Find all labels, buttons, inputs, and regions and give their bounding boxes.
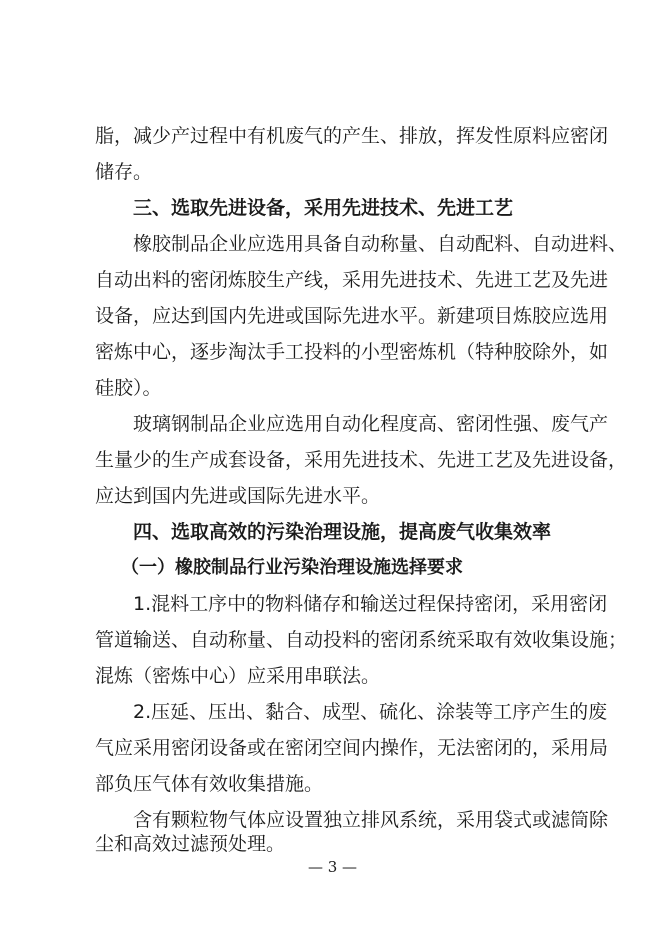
line-text: 管道输送、自动称量、自动投料的密闭系统采取有效收集设施； bbox=[95, 629, 628, 651]
subheading-text: （一）橡胶制品行业污染治理设施选择要求 bbox=[121, 557, 463, 578]
line-text: 1.混料工序中的物料储存和输送过程保持密闭，采用密闭 bbox=[133, 593, 608, 615]
paragraph-line bbox=[95, 268, 609, 292]
subsection-heading-1 bbox=[121, 556, 463, 580]
line-text: 混炼（密炼中心）应采用串联法。 bbox=[95, 665, 381, 687]
paragraph-line bbox=[95, 736, 609, 760]
line-text: 玻璃钢制品企业应选用自动化程度高、密闭性强、废气产 bbox=[133, 413, 609, 435]
line-text: 含有颗粒物气体应设置独立排风系统，采用袋式或滤筒除 bbox=[133, 809, 609, 831]
page-number: — 3 — bbox=[307, 858, 358, 876]
paragraph-line bbox=[95, 124, 609, 148]
line-text: 2.压延、压出、黏合、成型、硫化、涂装等工序产生的废 bbox=[133, 701, 608, 723]
paragraph-line bbox=[133, 592, 608, 616]
line-text: 脂，减少产过程中有机废气的产生、排放，挥发性原料应密闭 bbox=[95, 125, 609, 147]
paragraph-line bbox=[95, 340, 609, 364]
paragraph-line bbox=[95, 448, 628, 472]
line-text: 硅胶）。 bbox=[95, 377, 162, 399]
line-text: 橡胶制品企业应选用具备自动称量、自动配料、自动进料、 bbox=[133, 233, 628, 255]
paragraph-line bbox=[95, 376, 162, 400]
paragraph-line bbox=[133, 700, 608, 724]
section-heading-3 bbox=[133, 196, 513, 220]
paragraph-line bbox=[133, 412, 609, 436]
paragraph-line bbox=[95, 304, 609, 328]
line-text: 储存。 bbox=[95, 161, 153, 183]
line-text: 应达到国内先进或国际先进水平。 bbox=[95, 485, 381, 507]
line-text: 密炼中心，逐步淘汰手工投料的小型密炼机（特种胶除外，如 bbox=[95, 341, 609, 363]
heading-text: 三、选取先进设备，采用先进技术、先进工艺 bbox=[133, 197, 514, 219]
paragraph-line bbox=[95, 664, 380, 688]
line-text: 设备，应达到国内先进或国际先进水平。新建项目炼胶应选用 bbox=[95, 305, 609, 327]
heading-text: 四、选取高效的污染治理设施，提高废气收集效率 bbox=[133, 521, 552, 543]
paragraph-line bbox=[95, 772, 323, 796]
line-text: 部负压气体有效收集措施。 bbox=[95, 773, 324, 795]
paragraph-line bbox=[95, 484, 380, 508]
line-text: 生量少的生产成套设备，采用先进技术、先进工艺及先进设备， bbox=[95, 449, 628, 471]
paragraph-line bbox=[95, 160, 152, 184]
line-text: 气应采用密闭设备或在密闭空间内操作，无法密闭的，采用局 bbox=[95, 737, 609, 759]
section-heading-4 bbox=[133, 520, 551, 544]
line-text: 尘和高效过滤预处理。 bbox=[95, 833, 286, 855]
paragraph-line bbox=[95, 628, 628, 652]
paragraph-line bbox=[133, 232, 628, 256]
paragraph-line bbox=[95, 832, 285, 856]
line-text: 自动出料的密闭炼胶生产线，采用先进技术、先进工艺及先进 bbox=[95, 269, 609, 291]
paragraph-line bbox=[133, 808, 609, 832]
